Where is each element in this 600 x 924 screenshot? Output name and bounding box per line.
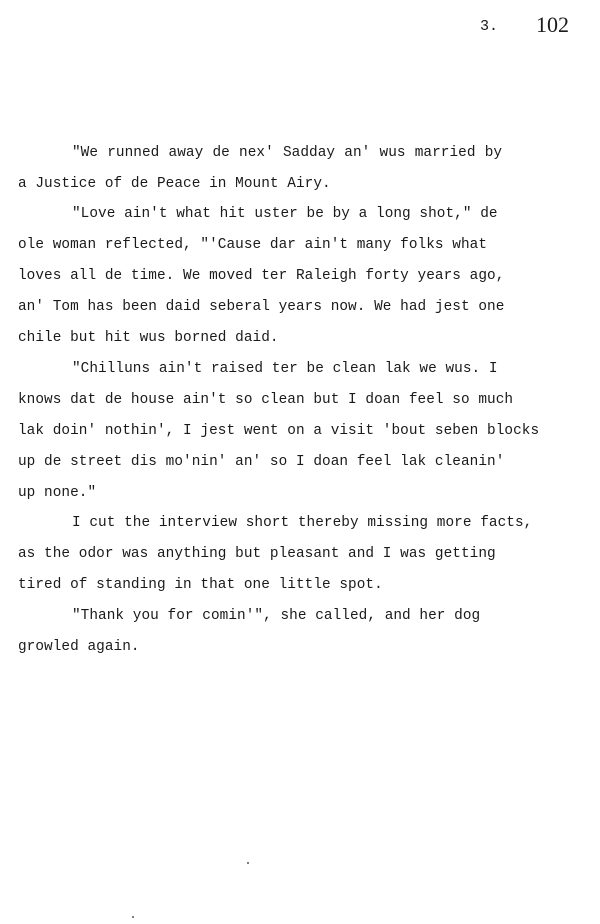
text-line: "We runned away de nex' Sadday an' wus married by [72, 145, 503, 161]
text-line: "Thank you for comin'", she called, and her dog [72, 608, 481, 624]
text-line: I cut the interview short thereby missing more facts, [72, 515, 533, 531]
text-line: "Love ain't what hit uster be by a long shot," de [72, 206, 498, 222]
text-line: as the odor was anything but pleasant and I was getting [18, 546, 496, 562]
text-line: chile but hit wus borned daid. [18, 330, 279, 346]
text-line: knows dat de house ain't so clean but I doan feel so much [18, 392, 514, 408]
text-line: growled again. [18, 639, 140, 655]
text-line: lak doin' nothin', I jest went on a visit 'bout seben blocks [18, 423, 540, 439]
section-number: 3. [480, 18, 499, 35]
text-line: loves all de time. We moved ter Raleigh forty years ago, [18, 268, 505, 284]
text-line: an' Tom has been daid seberal years now. We had jest one [18, 299, 505, 315]
text-line: a Justice of de Peace in Mount Airy. [18, 176, 331, 192]
text-line: up none." [18, 485, 97, 501]
paper-speck [247, 862, 249, 864]
text-line: ole woman reflected, "'Cause dar ain't many folks what [18, 237, 488, 253]
text-line: up de street dis mo'nin' an' so I doan feel lak cleanin' [18, 454, 505, 470]
text-line: "Chilluns ain't raised ter be clean lak we wus. I [72, 361, 498, 377]
page-number: 102 [536, 12, 569, 37]
text-line: tired of standing in that one little spot. [18, 577, 383, 593]
paper-speck [132, 916, 134, 918]
